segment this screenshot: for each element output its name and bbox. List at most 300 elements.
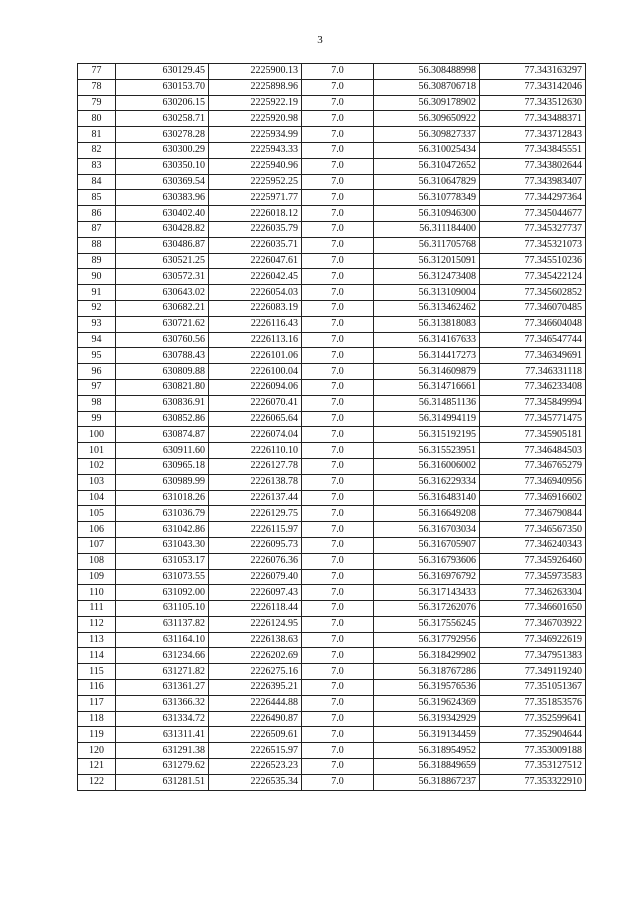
y-coordinate-cell: 2226127.78 xyxy=(209,458,302,474)
longitude-cell: 77.346916602 xyxy=(480,490,586,506)
table-row xyxy=(78,64,586,80)
height-cell: 7.0 xyxy=(302,443,374,459)
x-coordinate-cell: 630486.87 xyxy=(116,237,209,253)
y-coordinate-cell: 2226101.06 xyxy=(209,348,302,364)
x-coordinate-cell: 630402.40 xyxy=(116,206,209,222)
longitude-cell: 77.343983407 xyxy=(480,174,586,190)
longitude-cell: 77.345849994 xyxy=(480,395,586,411)
x-coordinate-cell: 630788.43 xyxy=(116,348,209,364)
longitude-cell: 77.346240343 xyxy=(480,537,586,553)
table-row xyxy=(78,490,586,506)
point-number-cell: 88 xyxy=(78,237,116,253)
height-cell: 7.0 xyxy=(302,174,374,190)
point-number-cell: 80 xyxy=(78,111,116,127)
latitude-cell: 56.316229334 xyxy=(374,474,480,490)
table-row xyxy=(78,95,586,111)
point-number-cell: 109 xyxy=(78,569,116,585)
latitude-cell: 56.316976792 xyxy=(374,569,480,585)
longitude-cell: 77.346601650 xyxy=(480,601,586,617)
height-cell: 7.0 xyxy=(302,601,374,617)
longitude-cell: 77.346940956 xyxy=(480,474,586,490)
point-number-cell: 106 xyxy=(78,522,116,538)
table-row xyxy=(78,348,586,364)
x-coordinate-cell: 630258.71 xyxy=(116,111,209,127)
y-coordinate-cell: 2225898.96 xyxy=(209,79,302,95)
point-number-cell: 87 xyxy=(78,221,116,237)
point-number-cell: 103 xyxy=(78,474,116,490)
longitude-cell: 77.343802644 xyxy=(480,158,586,174)
y-coordinate-cell: 2226074.04 xyxy=(209,427,302,443)
longitude-cell: 77.346263304 xyxy=(480,585,586,601)
latitude-cell: 56.316793606 xyxy=(374,553,480,569)
height-cell: 7.0 xyxy=(302,648,374,664)
longitude-cell: 77.345973583 xyxy=(480,569,586,585)
y-coordinate-cell: 2225922.19 xyxy=(209,95,302,111)
x-coordinate-cell: 631137.82 xyxy=(116,616,209,632)
longitude-cell: 77.351853576 xyxy=(480,695,586,711)
latitude-cell: 56.319342929 xyxy=(374,711,480,727)
point-number-cell: 77 xyxy=(78,64,116,80)
latitude-cell: 56.309178902 xyxy=(374,95,480,111)
point-number-cell: 100 xyxy=(78,427,116,443)
y-coordinate-cell: 2226116.43 xyxy=(209,316,302,332)
point-number-cell: 120 xyxy=(78,743,116,759)
x-coordinate-cell: 630153.70 xyxy=(116,79,209,95)
x-coordinate-cell: 631361.27 xyxy=(116,680,209,696)
x-coordinate-cell: 630521.25 xyxy=(116,253,209,269)
latitude-cell: 56.318867237 xyxy=(374,774,480,790)
x-coordinate-cell: 630206.15 xyxy=(116,95,209,111)
y-coordinate-cell: 2226523.23 xyxy=(209,759,302,775)
table-row xyxy=(78,774,586,790)
height-cell: 7.0 xyxy=(302,190,374,206)
longitude-cell: 77.353322910 xyxy=(480,774,586,790)
height-cell: 7.0 xyxy=(302,458,374,474)
table-row xyxy=(78,616,586,632)
height-cell: 7.0 xyxy=(302,348,374,364)
latitude-cell: 56.317792956 xyxy=(374,632,480,648)
point-number-cell: 112 xyxy=(78,616,116,632)
table-row xyxy=(78,158,586,174)
latitude-cell: 56.313462462 xyxy=(374,300,480,316)
x-coordinate-cell: 631311.41 xyxy=(116,727,209,743)
y-coordinate-cell: 2226035.79 xyxy=(209,221,302,237)
latitude-cell: 56.315523951 xyxy=(374,443,480,459)
latitude-cell: 56.319576536 xyxy=(374,680,480,696)
x-coordinate-cell: 630821.80 xyxy=(116,379,209,395)
height-cell: 7.0 xyxy=(302,395,374,411)
x-coordinate-cell: 631073.55 xyxy=(116,569,209,585)
latitude-cell: 56.315192195 xyxy=(374,427,480,443)
y-coordinate-cell: 2226094.06 xyxy=(209,379,302,395)
height-cell: 7.0 xyxy=(302,632,374,648)
x-coordinate-cell: 631281.51 xyxy=(116,774,209,790)
x-coordinate-cell: 631105.10 xyxy=(116,601,209,617)
point-number-cell: 121 xyxy=(78,759,116,775)
y-coordinate-cell: 2225971.77 xyxy=(209,190,302,206)
y-coordinate-cell: 2226079.40 xyxy=(209,569,302,585)
latitude-cell: 56.316483140 xyxy=(374,490,480,506)
height-cell: 7.0 xyxy=(302,711,374,727)
height-cell: 7.0 xyxy=(302,616,374,632)
table-row xyxy=(78,332,586,348)
height-cell: 7.0 xyxy=(302,411,374,427)
table-row xyxy=(78,300,586,316)
x-coordinate-cell: 630300.29 xyxy=(116,142,209,158)
table-row xyxy=(78,364,586,380)
height-cell: 7.0 xyxy=(302,695,374,711)
height-cell: 7.0 xyxy=(302,316,374,332)
longitude-cell: 77.346070485 xyxy=(480,300,586,316)
longitude-cell: 77.347951383 xyxy=(480,648,586,664)
height-cell: 7.0 xyxy=(302,379,374,395)
latitude-cell: 56.319624369 xyxy=(374,695,480,711)
x-coordinate-cell: 630129.45 xyxy=(116,64,209,80)
height-cell: 7.0 xyxy=(302,253,374,269)
longitude-cell: 77.352904644 xyxy=(480,727,586,743)
point-number-cell: 96 xyxy=(78,364,116,380)
x-coordinate-cell: 631164.10 xyxy=(116,632,209,648)
latitude-cell: 56.317556245 xyxy=(374,616,480,632)
x-coordinate-cell: 631271.82 xyxy=(116,664,209,680)
height-cell: 7.0 xyxy=(302,727,374,743)
x-coordinate-cell: 630350.10 xyxy=(116,158,209,174)
x-coordinate-cell: 630874.87 xyxy=(116,427,209,443)
latitude-cell: 56.310472652 xyxy=(374,158,480,174)
y-coordinate-cell: 2225952.25 xyxy=(209,174,302,190)
y-coordinate-cell: 2226070.41 xyxy=(209,395,302,411)
x-coordinate-cell: 630989.99 xyxy=(116,474,209,490)
longitude-cell: 77.346765279 xyxy=(480,458,586,474)
point-number-cell: 91 xyxy=(78,285,116,301)
table-row xyxy=(78,79,586,95)
y-coordinate-cell: 2225900.13 xyxy=(209,64,302,80)
y-coordinate-cell: 2226118.44 xyxy=(209,601,302,617)
x-coordinate-cell: 630721.62 xyxy=(116,316,209,332)
latitude-cell: 56.314994119 xyxy=(374,411,480,427)
table-row xyxy=(78,127,586,143)
point-number-cell: 116 xyxy=(78,680,116,696)
point-number-cell: 82 xyxy=(78,142,116,158)
table-row xyxy=(78,727,586,743)
y-coordinate-cell: 2226113.16 xyxy=(209,332,302,348)
height-cell: 7.0 xyxy=(302,774,374,790)
y-coordinate-cell: 2226137.44 xyxy=(209,490,302,506)
y-coordinate-cell: 2226047.61 xyxy=(209,253,302,269)
table-row xyxy=(78,759,586,775)
latitude-cell: 56.314716661 xyxy=(374,379,480,395)
latitude-cell: 56.308706718 xyxy=(374,79,480,95)
x-coordinate-cell: 631092.00 xyxy=(116,585,209,601)
point-number-cell: 122 xyxy=(78,774,116,790)
y-coordinate-cell: 2226490.87 xyxy=(209,711,302,727)
longitude-cell: 77.344297364 xyxy=(480,190,586,206)
y-coordinate-cell: 2225920.98 xyxy=(209,111,302,127)
latitude-cell: 56.316006002 xyxy=(374,458,480,474)
height-cell: 7.0 xyxy=(302,537,374,553)
latitude-cell: 56.313109004 xyxy=(374,285,480,301)
longitude-cell: 77.353009188 xyxy=(480,743,586,759)
longitude-cell: 77.346331118 xyxy=(480,364,586,380)
point-number-cell: 104 xyxy=(78,490,116,506)
table-row xyxy=(78,648,586,664)
y-coordinate-cell: 2226115.97 xyxy=(209,522,302,538)
longitude-cell: 77.346922619 xyxy=(480,632,586,648)
table-row xyxy=(78,237,586,253)
longitude-cell: 77.346233408 xyxy=(480,379,586,395)
x-coordinate-cell: 631291.38 xyxy=(116,743,209,759)
longitude-cell: 77.345327737 xyxy=(480,221,586,237)
point-number-cell: 93 xyxy=(78,316,116,332)
longitude-cell: 77.345510236 xyxy=(480,253,586,269)
longitude-cell: 77.345771475 xyxy=(480,411,586,427)
longitude-cell: 77.346484503 xyxy=(480,443,586,459)
point-number-cell: 89 xyxy=(78,253,116,269)
x-coordinate-cell: 630682.21 xyxy=(116,300,209,316)
point-number-cell: 81 xyxy=(78,127,116,143)
table-row xyxy=(78,458,586,474)
point-number-cell: 117 xyxy=(78,695,116,711)
longitude-cell: 77.346547744 xyxy=(480,332,586,348)
y-coordinate-cell: 2226509.61 xyxy=(209,727,302,743)
height-cell: 7.0 xyxy=(302,300,374,316)
latitude-cell: 56.317143433 xyxy=(374,585,480,601)
latitude-cell: 56.318954952 xyxy=(374,743,480,759)
x-coordinate-cell: 630383.96 xyxy=(116,190,209,206)
point-number-cell: 114 xyxy=(78,648,116,664)
x-coordinate-cell: 631366.32 xyxy=(116,695,209,711)
y-coordinate-cell: 2226110.10 xyxy=(209,443,302,459)
y-coordinate-cell: 2226138.63 xyxy=(209,632,302,648)
x-coordinate-cell: 630278.28 xyxy=(116,127,209,143)
latitude-cell: 56.309650922 xyxy=(374,111,480,127)
longitude-cell: 77.346703922 xyxy=(480,616,586,632)
point-number-cell: 79 xyxy=(78,95,116,111)
latitude-cell: 56.310025434 xyxy=(374,142,480,158)
latitude-cell: 56.319134459 xyxy=(374,727,480,743)
point-number-cell: 86 xyxy=(78,206,116,222)
height-cell: 7.0 xyxy=(302,142,374,158)
height-cell: 7.0 xyxy=(302,79,374,95)
x-coordinate-cell: 630760.56 xyxy=(116,332,209,348)
y-coordinate-cell: 2226138.78 xyxy=(209,474,302,490)
latitude-cell: 56.310647829 xyxy=(374,174,480,190)
y-coordinate-cell: 2226275.16 xyxy=(209,664,302,680)
y-coordinate-cell: 2225934.99 xyxy=(209,127,302,143)
height-cell: 7.0 xyxy=(302,237,374,253)
table-row xyxy=(78,680,586,696)
table-row xyxy=(78,379,586,395)
x-coordinate-cell: 630572.31 xyxy=(116,269,209,285)
height-cell: 7.0 xyxy=(302,158,374,174)
point-number-cell: 78 xyxy=(78,79,116,95)
latitude-cell: 56.316705907 xyxy=(374,537,480,553)
y-coordinate-cell: 2226129.75 xyxy=(209,506,302,522)
height-cell: 7.0 xyxy=(302,490,374,506)
y-coordinate-cell: 2226035.71 xyxy=(209,237,302,253)
x-coordinate-cell: 630836.91 xyxy=(116,395,209,411)
x-coordinate-cell: 630852.86 xyxy=(116,411,209,427)
latitude-cell: 56.310946300 xyxy=(374,206,480,222)
y-coordinate-cell: 2226095.73 xyxy=(209,537,302,553)
latitude-cell: 56.310778349 xyxy=(374,190,480,206)
height-cell: 7.0 xyxy=(302,269,374,285)
table-row xyxy=(78,522,586,538)
longitude-cell: 77.345926460 xyxy=(480,553,586,569)
table-row xyxy=(78,632,586,648)
point-number-cell: 119 xyxy=(78,727,116,743)
height-cell: 7.0 xyxy=(302,759,374,775)
table-row xyxy=(78,206,586,222)
point-number-cell: 113 xyxy=(78,632,116,648)
x-coordinate-cell: 630643.02 xyxy=(116,285,209,301)
latitude-cell: 56.314851136 xyxy=(374,395,480,411)
latitude-cell: 56.318429902 xyxy=(374,648,480,664)
x-coordinate-cell: 631279.62 xyxy=(116,759,209,775)
latitude-cell: 56.317262076 xyxy=(374,601,480,617)
latitude-cell: 56.312473408 xyxy=(374,269,480,285)
point-number-cell: 110 xyxy=(78,585,116,601)
table-row xyxy=(78,142,586,158)
height-cell: 7.0 xyxy=(302,285,374,301)
x-coordinate-cell: 630809.88 xyxy=(116,364,209,380)
table-row xyxy=(78,506,586,522)
table-row xyxy=(78,743,586,759)
y-coordinate-cell: 2226124.95 xyxy=(209,616,302,632)
longitude-cell: 77.352599641 xyxy=(480,711,586,727)
longitude-cell: 77.351051367 xyxy=(480,680,586,696)
y-coordinate-cell: 2226395.21 xyxy=(209,680,302,696)
table-row xyxy=(78,395,586,411)
longitude-cell: 77.343163297 xyxy=(480,64,586,80)
point-number-cell: 98 xyxy=(78,395,116,411)
longitude-cell: 77.353127512 xyxy=(480,759,586,775)
latitude-cell: 56.318767286 xyxy=(374,664,480,680)
longitude-cell: 77.343712843 xyxy=(480,127,586,143)
latitude-cell: 56.314609879 xyxy=(374,364,480,380)
table-row xyxy=(78,111,586,127)
latitude-cell: 56.318849659 xyxy=(374,759,480,775)
point-number-cell: 107 xyxy=(78,537,116,553)
latitude-cell: 56.308488998 xyxy=(374,64,480,80)
y-coordinate-cell: 2226076.36 xyxy=(209,553,302,569)
longitude-cell: 77.346790844 xyxy=(480,506,586,522)
point-number-cell: 115 xyxy=(78,664,116,680)
table-row xyxy=(78,695,586,711)
x-coordinate-cell: 630428.82 xyxy=(116,221,209,237)
latitude-cell: 56.311705768 xyxy=(374,237,480,253)
point-number-cell: 95 xyxy=(78,348,116,364)
point-number-cell: 118 xyxy=(78,711,116,727)
x-coordinate-cell: 631234.66 xyxy=(116,648,209,664)
table-row xyxy=(78,411,586,427)
table-row xyxy=(78,427,586,443)
longitude-cell: 77.349119240 xyxy=(480,664,586,680)
y-coordinate-cell: 2226535.34 xyxy=(209,774,302,790)
y-coordinate-cell: 2226054.03 xyxy=(209,285,302,301)
height-cell: 7.0 xyxy=(302,364,374,380)
height-cell: 7.0 xyxy=(302,664,374,680)
longitude-cell: 77.346567350 xyxy=(480,522,586,538)
x-coordinate-cell: 631334.72 xyxy=(116,711,209,727)
height-cell: 7.0 xyxy=(302,506,374,522)
table-row xyxy=(78,601,586,617)
longitude-cell: 77.345602852 xyxy=(480,285,586,301)
table-row xyxy=(78,253,586,269)
table-row xyxy=(78,537,586,553)
y-coordinate-cell: 2226444.88 xyxy=(209,695,302,711)
x-coordinate-cell: 631018.26 xyxy=(116,490,209,506)
y-coordinate-cell: 2226065.64 xyxy=(209,411,302,427)
point-number-cell: 92 xyxy=(78,300,116,316)
x-coordinate-cell: 630911.60 xyxy=(116,443,209,459)
x-coordinate-cell: 630369.54 xyxy=(116,174,209,190)
point-number-cell: 94 xyxy=(78,332,116,348)
coordinates-table xyxy=(77,63,586,791)
table-row xyxy=(78,269,586,285)
height-cell: 7.0 xyxy=(302,743,374,759)
y-coordinate-cell: 2226018.12 xyxy=(209,206,302,222)
height-cell: 7.0 xyxy=(302,522,374,538)
longitude-cell: 77.343845551 xyxy=(480,142,586,158)
table-row xyxy=(78,553,586,569)
height-cell: 7.0 xyxy=(302,206,374,222)
height-cell: 7.0 xyxy=(302,64,374,80)
table-row xyxy=(78,221,586,237)
table-row xyxy=(78,174,586,190)
latitude-cell: 56.314417273 xyxy=(374,348,480,364)
latitude-cell: 56.309827337 xyxy=(374,127,480,143)
table-row xyxy=(78,474,586,490)
y-coordinate-cell: 2226515.97 xyxy=(209,743,302,759)
y-coordinate-cell: 2225943.33 xyxy=(209,142,302,158)
table-row xyxy=(78,664,586,680)
x-coordinate-cell: 631042.86 xyxy=(116,522,209,538)
coordinates-table-body xyxy=(78,64,586,791)
y-coordinate-cell: 2226100.04 xyxy=(209,364,302,380)
point-number-cell: 105 xyxy=(78,506,116,522)
y-coordinate-cell: 2226202.69 xyxy=(209,648,302,664)
height-cell: 7.0 xyxy=(302,111,374,127)
page-number: 3 xyxy=(317,34,323,46)
longitude-cell: 77.345422124 xyxy=(480,269,586,285)
point-number-cell: 111 xyxy=(78,601,116,617)
point-number-cell: 85 xyxy=(78,190,116,206)
height-cell: 7.0 xyxy=(302,474,374,490)
x-coordinate-cell: 631043.30 xyxy=(116,537,209,553)
longitude-cell: 77.346349691 xyxy=(480,348,586,364)
latitude-cell: 56.316649208 xyxy=(374,506,480,522)
x-coordinate-cell: 631036.79 xyxy=(116,506,209,522)
height-cell: 7.0 xyxy=(302,127,374,143)
point-number-cell: 101 xyxy=(78,443,116,459)
longitude-cell: 77.343512630 xyxy=(480,95,586,111)
longitude-cell: 77.343488371 xyxy=(480,111,586,127)
latitude-cell: 56.312015091 xyxy=(374,253,480,269)
point-number-cell: 90 xyxy=(78,269,116,285)
point-number-cell: 84 xyxy=(78,174,116,190)
height-cell: 7.0 xyxy=(302,427,374,443)
table-row xyxy=(78,285,586,301)
height-cell: 7.0 xyxy=(302,553,374,569)
y-coordinate-cell: 2226083.19 xyxy=(209,300,302,316)
y-coordinate-cell: 2225940.96 xyxy=(209,158,302,174)
height-cell: 7.0 xyxy=(302,221,374,237)
longitude-cell: 77.345044677 xyxy=(480,206,586,222)
point-number-cell: 83 xyxy=(78,158,116,174)
table-row xyxy=(78,585,586,601)
height-cell: 7.0 xyxy=(302,332,374,348)
